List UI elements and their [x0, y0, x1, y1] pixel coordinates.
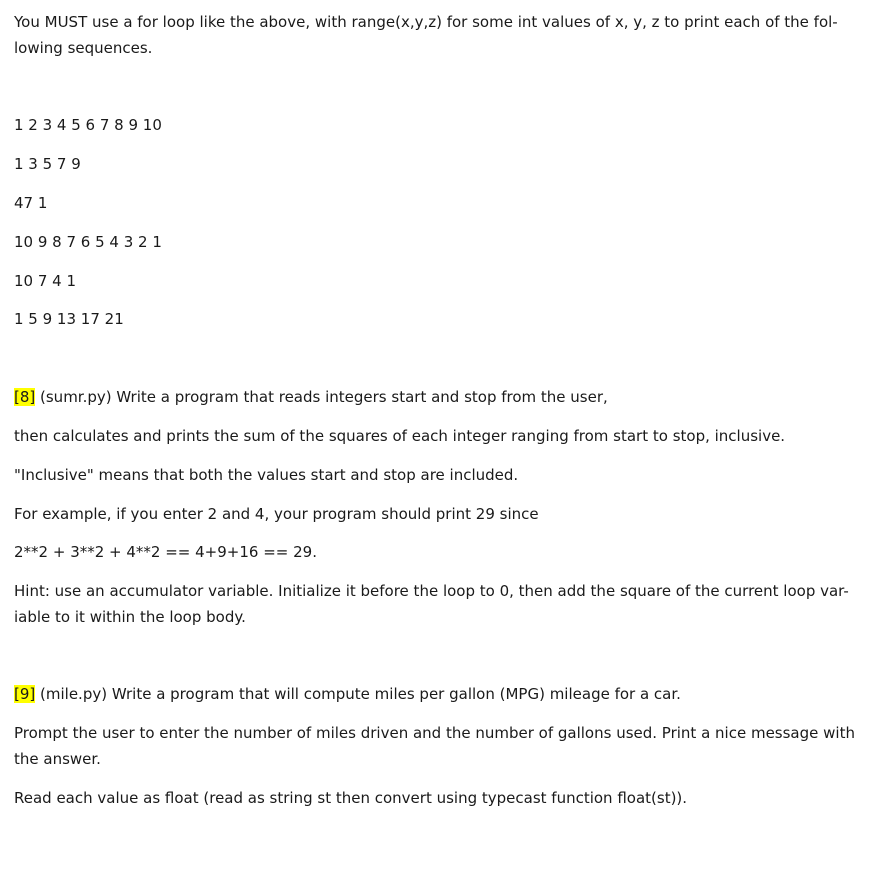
sequence-3: 47 1: [14, 194, 48, 212]
sequence-1: 1 2 3 4 5 6 7 8 9 10: [14, 116, 162, 134]
problem-8-hint-line-1: Hint: use an accumulator variable. Initialize it before the loop to 0, then add the square of the current loop var-: [14, 582, 849, 600]
sequence-6: 1 5 9 13 17 21: [14, 310, 124, 328]
problem-9-line-2: Prompt the user to enter the number of miles driven and the number of gallons used. Print a nice message with: [14, 724, 855, 742]
problem-8-title: (sumr.py) Write a program that reads integers start and stop from the user,: [35, 388, 608, 406]
problem-8-line-2: then calculates and prints the sum of the squares of each integer ranging from start to stop, inclusive.: [14, 427, 786, 445]
problem-8-tag: [8]: [14, 388, 36, 406]
problem-8-hint-line-2: iable to it within the loop body.: [14, 608, 246, 626]
intro-line-2: lowing sequences.: [14, 39, 153, 57]
problem-9-line-4: Read each value as float (read as string st then convert using typecast function float(st)).: [14, 789, 688, 807]
problem-8-heading: [14, 386, 608, 408]
sequence-4: 10 9 8 7 6 5 4 3 2 1: [14, 233, 162, 251]
problem-9-heading: [14, 683, 681, 705]
intro-line-1: You MUST use a for loop like the above, with range(x,y,z) for some int values of x, y, z to print each of the fol-: [14, 13, 838, 31]
problem-8-line-5: 2**2 + 3**2 + 4**2 == 4+9+16 == 29.: [14, 543, 317, 561]
problem-9-title: (mile.py) Write a program that will compute miles per gallon (MPG) mileage for a car.: [35, 685, 681, 703]
problem-8-line-4: For example, if you enter 2 and 4, your program should print 29 since: [14, 505, 539, 523]
sequence-2: 1 3 5 7 9: [14, 155, 81, 173]
problem-9-line-3: the answer.: [14, 750, 101, 768]
problem-9-tag: [9]: [14, 685, 36, 703]
problem-8-line-3: "Inclusive" means that both the values start and stop are included.: [14, 466, 519, 484]
sequence-5: 10 7 4 1: [14, 272, 77, 290]
